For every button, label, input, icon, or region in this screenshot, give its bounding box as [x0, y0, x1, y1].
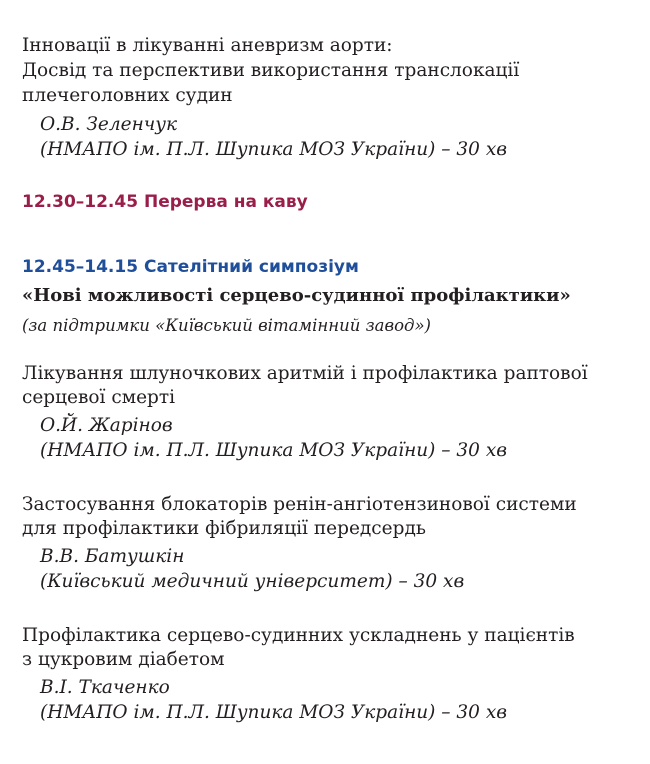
- symposium-title: «Нові можливості серцево-судинної профілактики»: [22, 285, 571, 306]
- talk-2-title-line-2: серцевої смерті: [22, 387, 176, 408]
- talk-2-title-line-1: Лікування шлуночкових аритмій і профілактика раптової: [22, 363, 588, 384]
- talk-4-speaker: В.І. Ткаченко: [40, 677, 170, 698]
- talk-1-speaker: О.В. Зеленчук: [40, 114, 178, 135]
- talk-1-affiliation: (НМАПО ім. П.Л. Шупика МОЗ України) – 30 хв: [40, 139, 508, 160]
- talk-1-title-line-3: плечеголовних судин: [22, 85, 233, 106]
- talk-4-title-line-2: з цукровим діабетом: [22, 649, 225, 670]
- symposium-heading: [22, 255, 359, 279]
- talk-2-speaker: О.Й. Жарінов: [40, 415, 173, 436]
- talk-4-title-line-1: Профілактика серцево-судинних ускладнень у пацієнтів: [22, 625, 575, 646]
- talk-2-affiliation: (НМАПО ім. П.Л. Шупика МОЗ України) – 30 хв: [40, 440, 508, 461]
- coffee-break-label: Перерва на каву: [143, 192, 308, 212]
- symposium-label: Сателітний симпозіум: [143, 257, 359, 277]
- coffee-break-time: 12.30–12.45: [22, 192, 139, 212]
- talk-3-speaker: В.В. Батушкін: [40, 546, 185, 567]
- coffee-break-heading: [22, 190, 308, 214]
- talk-1-title-line-1: Інновації в лікуванні аневризм аорти:: [22, 35, 393, 56]
- symposium-sponsor: (за підтримки «Київський вітамінний завод»): [22, 316, 431, 335]
- talk-3-title-line-2: для профілактики фібриляції передсердь: [22, 518, 426, 539]
- talk-1-title-line-2: Досвід та перспективи використання транслокації: [22, 60, 520, 81]
- symposium-time: 12.45–14.15: [22, 257, 139, 277]
- talk-4-affiliation: (НМАПО ім. П.Л. Шупика МОЗ України) – 30 хв: [40, 702, 508, 723]
- talk-3-title-line-1: Застосування блокаторів ренін-ангіотензинової системи: [22, 494, 577, 515]
- talk-3-affiliation: (Київський медичний університет) – 30 хв: [40, 571, 465, 592]
